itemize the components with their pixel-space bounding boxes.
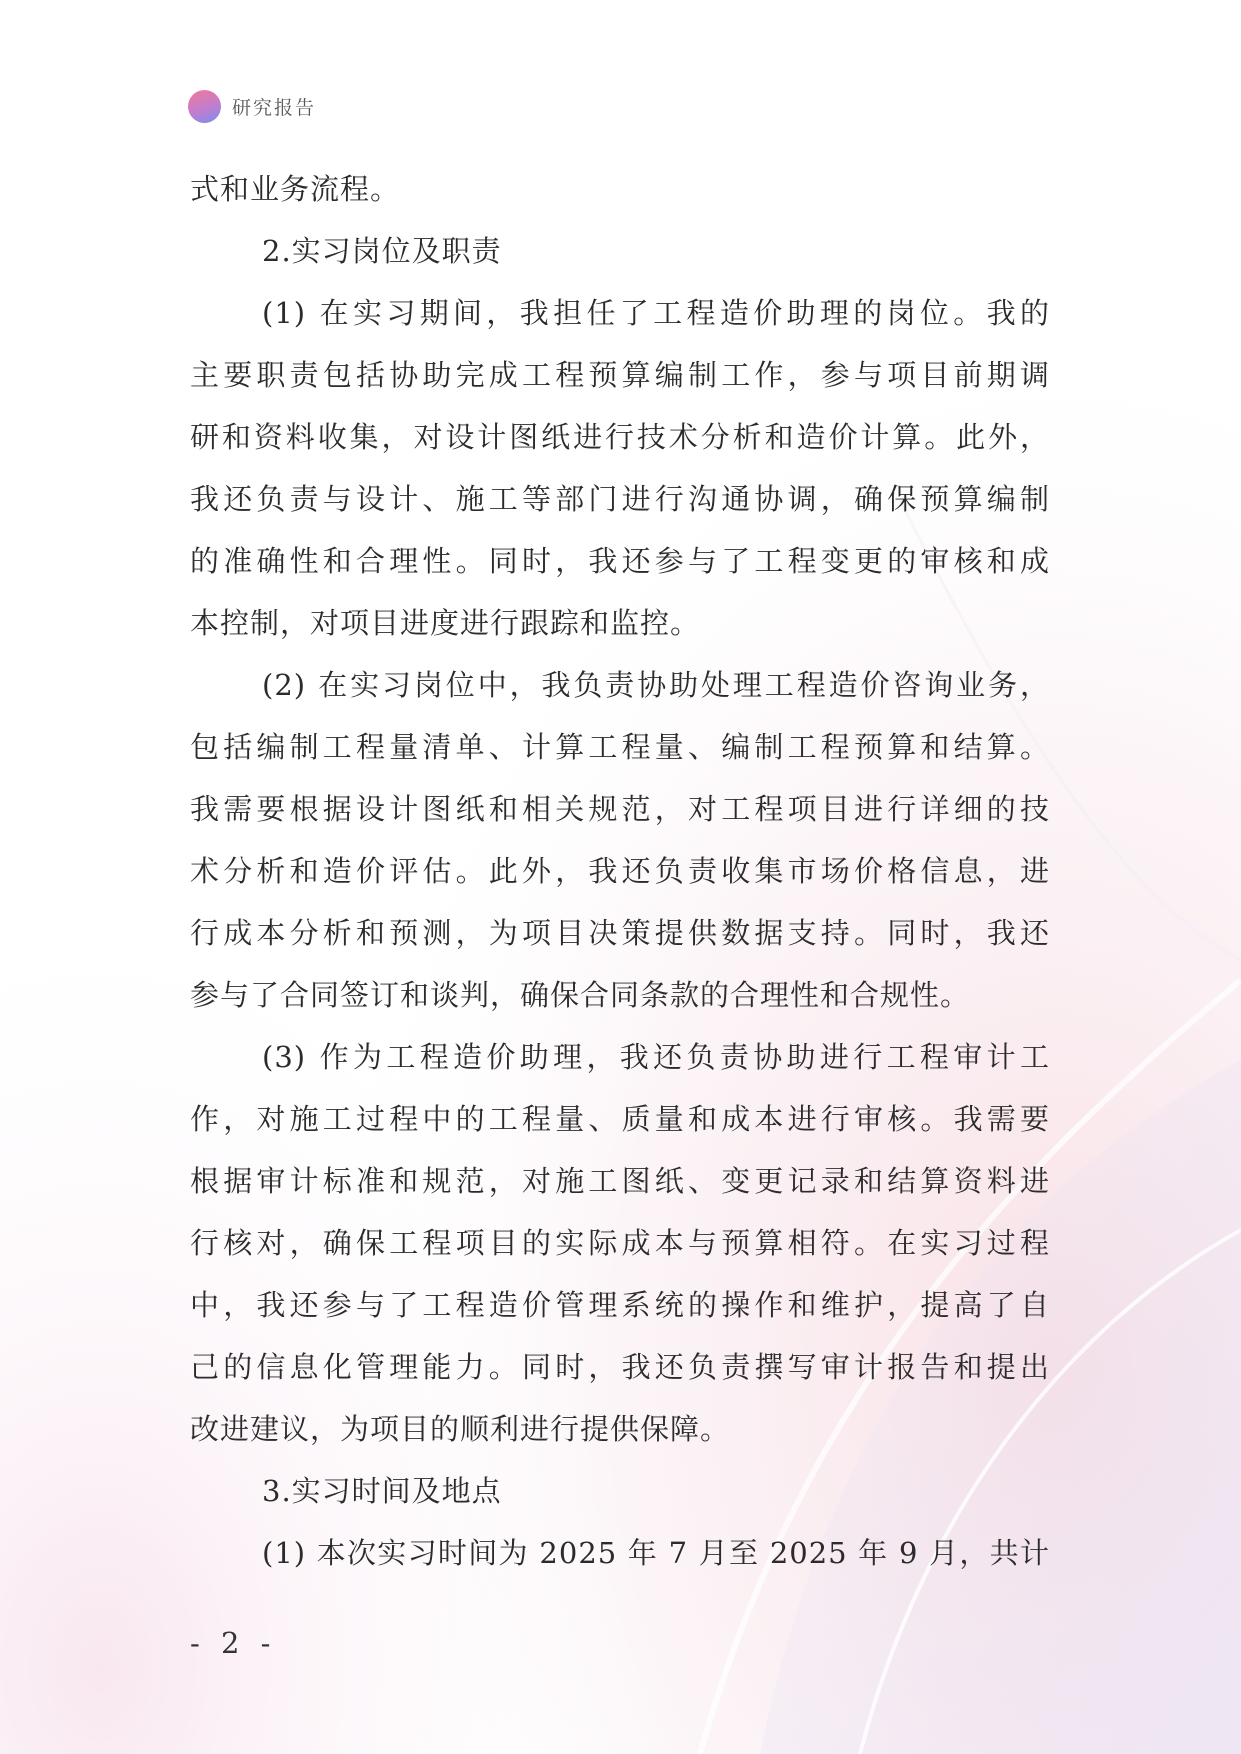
paragraph-line: 的准确性和合理性。同时，我还参与了工程变更的审核和成 xyxy=(190,544,1050,578)
paragraph-line: 己的信息化管理能力。同时，我还负责撰写审计报告和提出 xyxy=(190,1350,1050,1384)
section-heading: 3.实习时间及地点 xyxy=(262,1474,502,1508)
paragraph-line: 主要职责包括协助完成工程预算编制工作，参与项目前期调 xyxy=(190,358,1050,392)
paragraph-line: 改进建议，为项目的顺利进行提供保障。 xyxy=(190,1412,731,1446)
paragraph-line: 我还负责与设计、施工等部门进行沟通协调，确保预算编制 xyxy=(190,482,1050,516)
page-number: - 2 - xyxy=(190,1626,277,1660)
paragraph-line: 式和业务流程。 xyxy=(190,172,401,206)
header-title: 研究报告 xyxy=(232,96,317,119)
paragraph-line: 术分析和造价评估。此外，我还负责收集市场价格信息，进 xyxy=(190,854,1050,888)
paragraph-line: (1) 本次实习时间为 2025 年 7 月至 2025 年 9 月，共计 xyxy=(262,1536,1050,1570)
paragraph-line: 我需要根据设计图纸和相关规范，对工程项目进行详细的技 xyxy=(190,792,1050,826)
document-body xyxy=(190,158,1050,1584)
paragraph-line: 行成本分析和预测，为项目决策提供数据支持。同时，我还 xyxy=(190,916,1050,950)
paragraph-line: 中，我还参与了工程造价管理系统的操作和维护，提高了自 xyxy=(190,1288,1050,1322)
paragraph-line: 研和资料收集，对设计图纸进行技术分析和造价计算。此外， xyxy=(190,420,1050,454)
paragraph-line: 作，对施工过程中的工程量、质量和成本进行审核。我需要 xyxy=(190,1102,1050,1136)
paragraph-line: 包括编制工程量清单、计算工程量、编制工程预算和结算。 xyxy=(190,730,1050,764)
section-heading: 2.实习岗位及职责 xyxy=(262,234,502,268)
report-logo-icon xyxy=(188,90,221,123)
paragraph-line: 参与了合同签订和谈判，确保合同条款的合理性和合规性。 xyxy=(190,978,971,1012)
paragraph-line: 根据审计标准和规范，对施工图纸、变更记录和结算资料进 xyxy=(190,1164,1050,1198)
paragraph-line: (2) 在实习岗位中，我负责协助处理工程造价咨询业务， xyxy=(262,668,1050,702)
page-header xyxy=(188,89,316,123)
paragraph-line: 行核对，确保工程项目的实际成本与预算相符。在实习过程 xyxy=(190,1226,1050,1260)
paragraph-line: 本控制，对项目进度进行跟踪和监控。 xyxy=(190,606,701,640)
paragraph-line: (3) 作为工程造价助理，我还负责协助进行工程审计工 xyxy=(262,1040,1050,1074)
paragraph-line: (1) 在实习期间，我担任了工程造价助理的岗位。我的 xyxy=(262,296,1050,330)
